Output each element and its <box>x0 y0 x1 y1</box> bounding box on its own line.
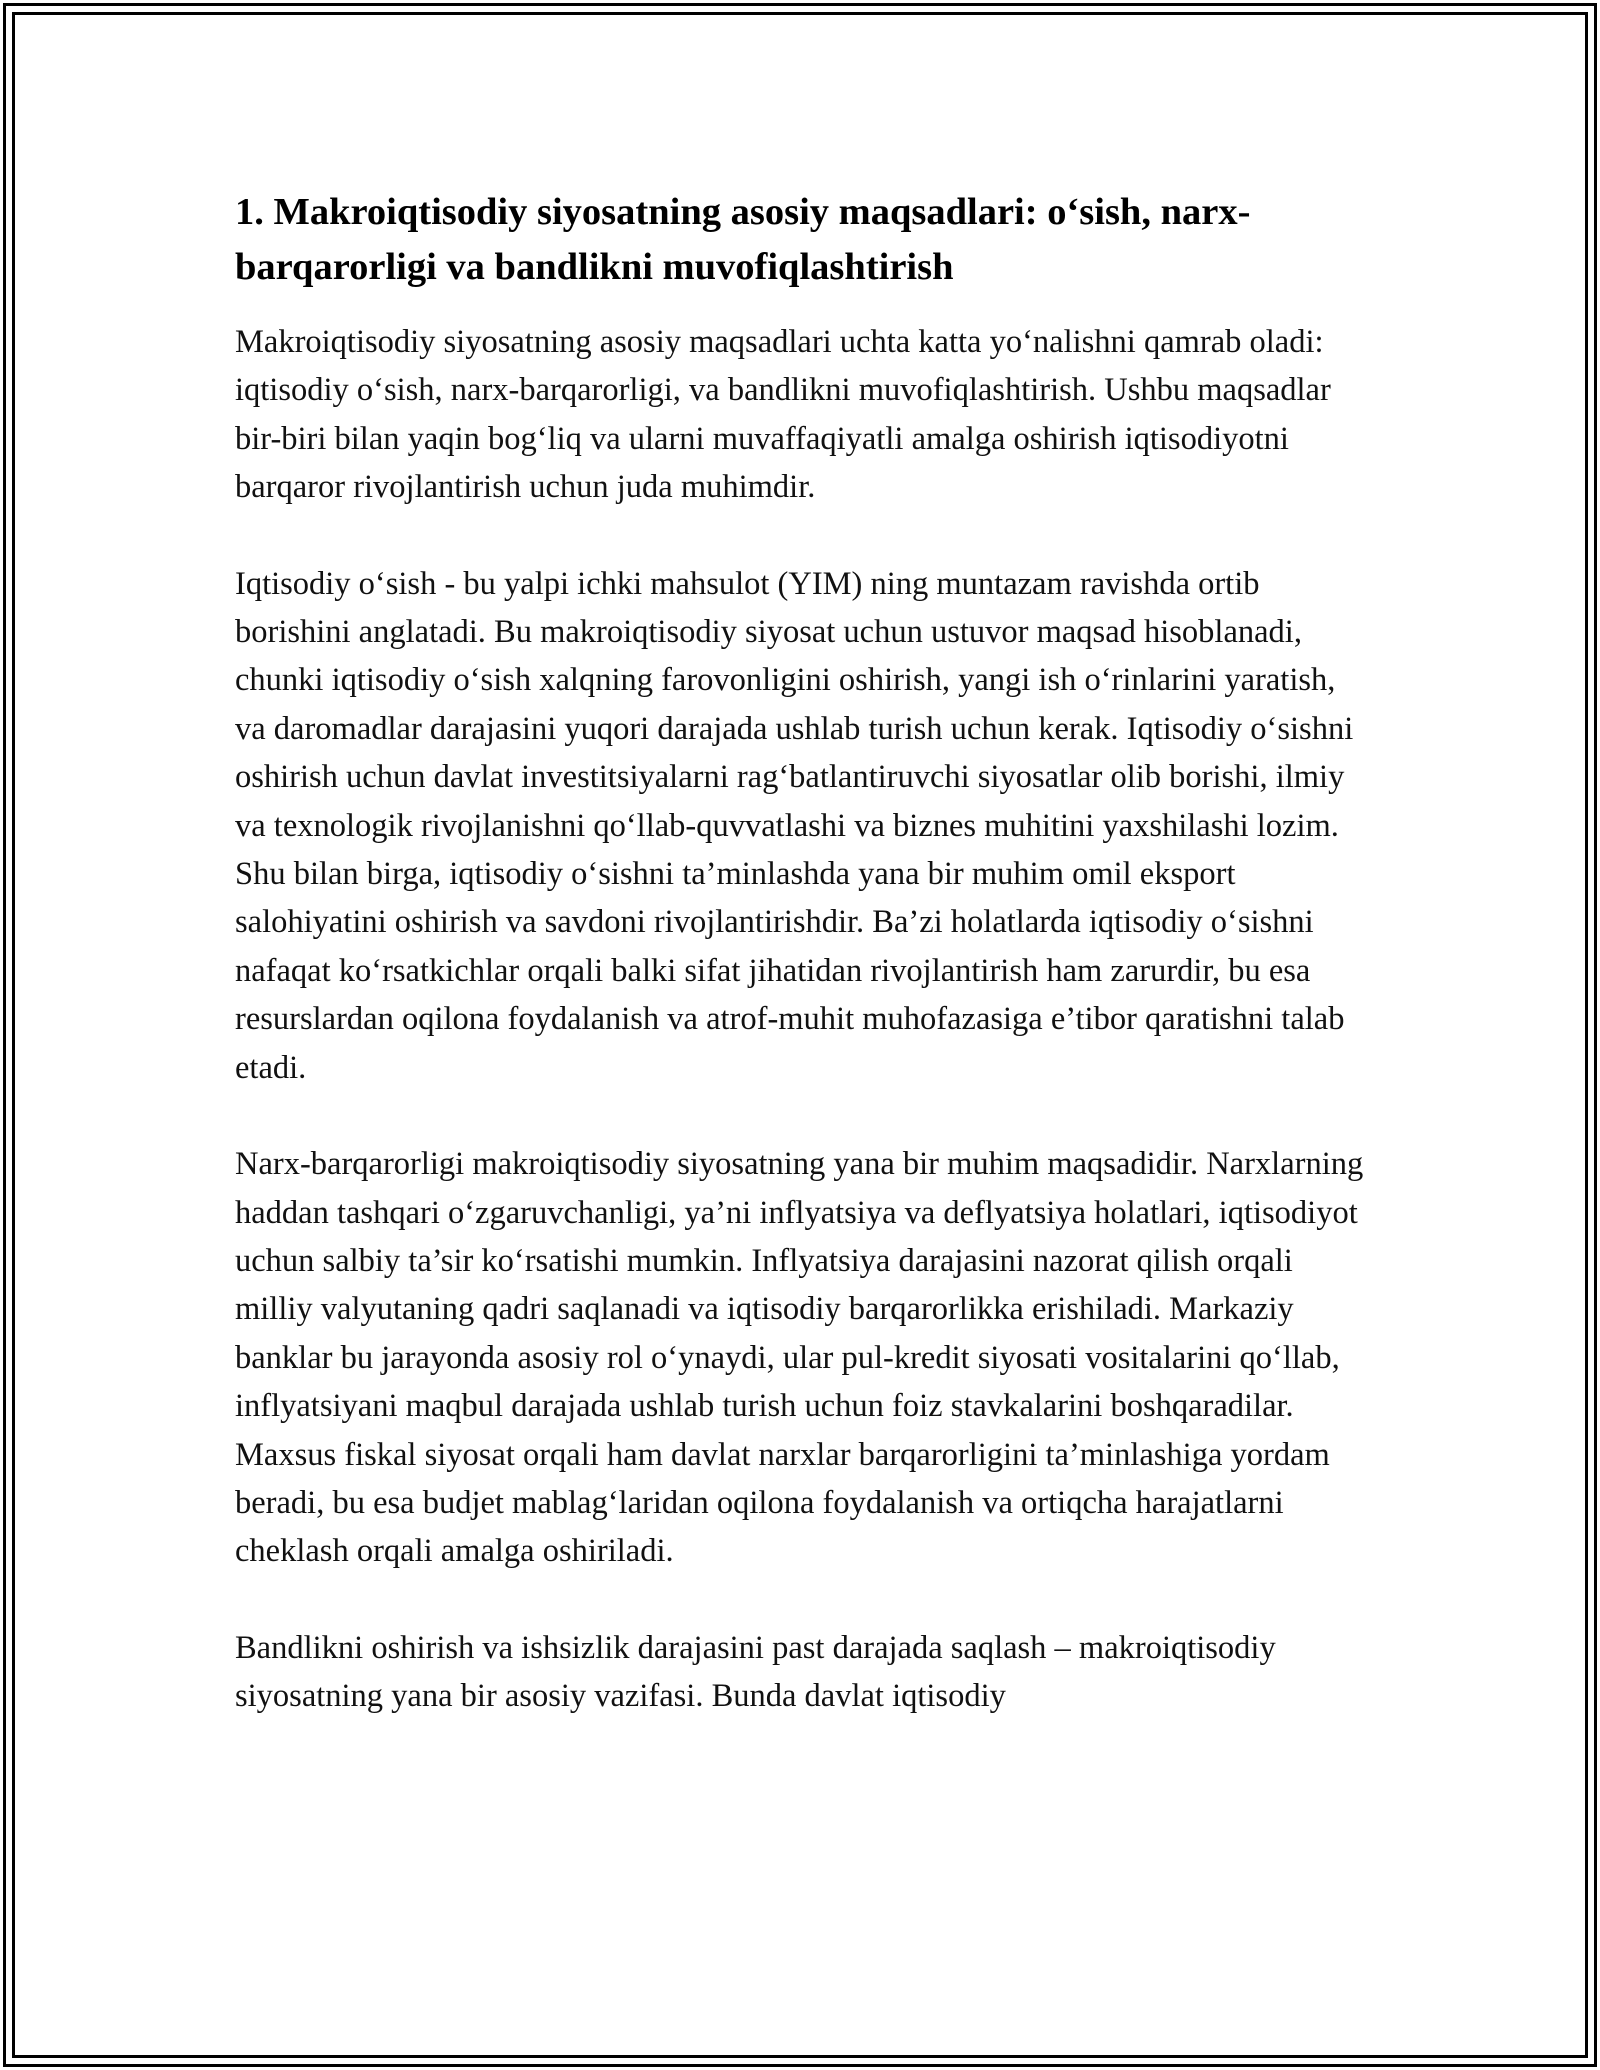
paragraph-employment: Bandlikni oshirish va ishsizlik darajasini past darajada saqlash – makroiqtisodiy siyosatning yana bir asosiy vazifasi. Bunda davlat iqtisodiy <box>235 1629 1276 1715</box>
document-body <box>235 185 1370 1721</box>
paragraph-intro: Makroiqtisodiy siyosatning asosiy maqsadlari uchta katta yo‘nalishni qamrab oladi: iqtisodiy o‘sish, narx-barqarorligi, va bandlikni muvofiqlashtirish. Ushbu maqsadlar bir-biri bilan yaqin bog‘liq va ularni muvaffaqiyatli amalga oshirish iqtisodiyotni barqaror rivojlantirish uchun juda muhimdir. <box>235 324 1331 506</box>
paragraph-economic-growth: Iqtisodiy o‘sish - bu yalpi ichki mahsulot (YIM) ning muntazam ravishda ortib borishini anglatadi. Bu makroiqtisodiy siyosat uchun ustuvor maqsad hisoblanadi, chunki iqtisodiy o‘sish xalqning farovonligini oshirish, yangi ish o‘rinlarini yaratish, va daromadlar darajasini yuqori darajada ushlab turish uchun kerak. Iqtisodiy o‘sishni oshirish uchun davlat investitsiyalarni rag‘batlantiruvchi siyosatlar olib borishi, ilmiy va texnologik rivojlanishni qo‘llab-quvvatlashi va biznes muhitini yaxshilashi lozim. Shu bilan birga, iqtisodiy o‘sishni ta’minlashda yana bir muhim omil eksport salohiyatini oshirish va savdoni rivojlantirishdir. Ba’zi holatlarda iqtisodiy o‘sishni nafaqat ko‘rsatkichlar orqali balki sifat jihatidan rivojlantirish ham zarurdir, bu esa resurslardan oqilona foydalanish va atrof-muhit muhofazasiga e’tibor qaratishni talab etadi. <box>235 565 1354 1086</box>
section-heading: 1. Makroiqtisodiy siyosatning asosiy maqsadlari: o‘sish, narx-barqarorligi va bandlikni muvofiqlashtirish <box>235 191 1251 288</box>
paragraph-price-stability: Narx-barqarorligi makroiqtisodiy siyosatning yana bir muhim maqsadidir. Narxlarning haddan tashqari o‘zgaruvchanligi, ya’ni inflyatsiya va deflyatsiya holatlari, iqtisodiyot uchun salbiy ta’sir ko‘rsatishi mumkin. Inflyatsiya darajasini nazorat qilish orqali milliy valyutaning qadri saqlanadi va iqtisodiy barqarorlikka erishiladi. Markaziy banklar bu jarayonda asosiy rol o‘ynaydi, ular pul-kredit siyosati vositalarini qo‘llab, inflyatsiyani maqbul darajada ushlab turish uchun foiz stavkalarini boshqaradilar. Maxsus fiskal siyosat orqali ham davlat narxlar barqarorligini ta’minlashiga yordam beradi, bu esa budjet mablag‘laridan oqilona foydalanish va ortiqcha harajatlarni cheklash orqali amalga oshiriladi. <box>235 1146 1364 1570</box>
